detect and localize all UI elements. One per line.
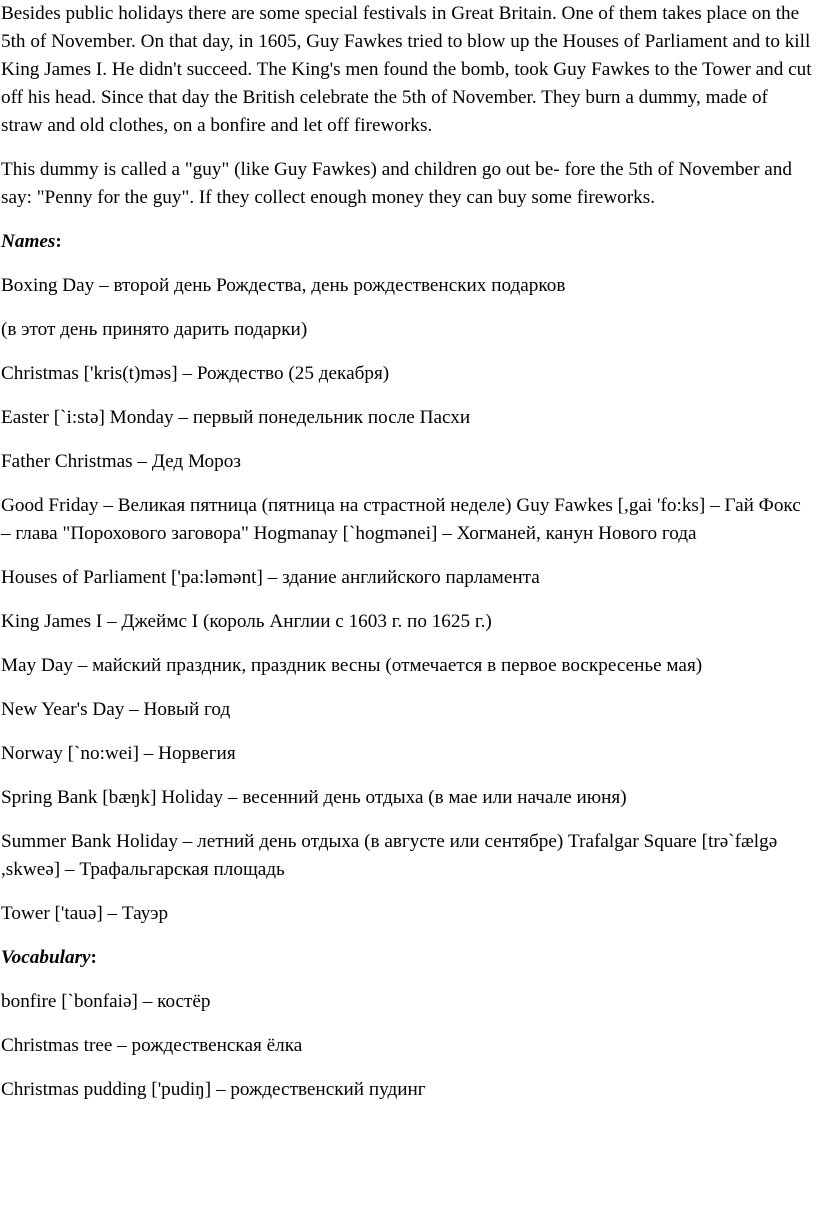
names-entry: (в этот день принято дарить подарки) [1, 319, 308, 340]
names-entry: Houses of Parliament ['pa:ləmənt] – здание английского парламента [1, 567, 540, 588]
names-entry: Tower ['tauə] – Тауэр [1, 903, 169, 924]
names-entry: King James I – Джеймс I (король Англии с 1603 г. по 1625 г.) [1, 611, 492, 632]
names-entry: Father Christmas – Дед Мороз [1, 451, 241, 472]
intro-paragraph-1: Besides public holidays there are some special festivals in Great Britain. One of them takes place on the 5th of November. On that day, in 1605, Guy Fawkes tried to blow up the Houses of Parliament and to kill King James I. He didn't succeed. The King's men found the bomb, took Guy Fawkes to the Tower and cut off his head. Since that day the British celebrate the 5th of November. They burn a dummy, made of straw and old clothes, on a bonfire and let off fireworks. [1, 3, 812, 136]
intro-paragraph-2: This dummy is called a "guy" (like Guy Fawkes) and children go out be- fore the 5th of November and say: "Penny for the guy". If they collect enough money they can buy some fireworks. [1, 159, 792, 208]
names-entry: Christmas ['kris(t)məs] – Рождество (25 декабря) [1, 363, 390, 384]
vocabulary-entry: bonfire [`bonfaiə] – костёр [1, 991, 211, 1012]
names-entry: Good Friday – Великая пятница (пятница на страстной неделе) Guy Fawkes [,gai 'fo:ks] – Гай Фокс – глава "Порохового заговора" Hogmanay [`hogmənei] – Хогманей, канун Нового года [1, 495, 801, 544]
names-entry: Norway [`no:wei] – Норвегия [1, 743, 236, 764]
names-entry: New Year's Day – Новый год [1, 699, 231, 720]
names-entry: Summer Bank Holiday – летний день отдыха (в августе или сентябре) Trafalgar Square [trə`fælgə ,skweə] – Трафальгарская площадь [1, 831, 778, 880]
names-heading-colon: : [55, 231, 62, 252]
vocabulary-entry: Christmas pudding ['pudiŋ] – рождественский пудинг [1, 1079, 426, 1100]
vocabulary-entry: Christmas tree – рождественская ёлка [1, 1035, 303, 1056]
names-heading-text: Names [1, 231, 56, 252]
names-heading [1, 228, 813, 256]
names-entry: Easter [`i:stə] Monday – первый понедельник после Пасхи [1, 407, 471, 428]
names-entry: Boxing Day – второй день Рождества, день рождественских подарков [1, 275, 566, 296]
vocabulary-heading-colon: : [90, 947, 97, 968]
vocabulary-heading-text: Vocabulary [1, 947, 91, 968]
names-entry: Spring Bank [bæŋk] Holiday – весенний день отдыха (в мае или начале июня) [1, 787, 627, 808]
names-entry: May Day – майский праздник, праздник весны (отмечается в первое воскресенье мая) [1, 655, 703, 676]
vocabulary-heading [1, 944, 813, 972]
